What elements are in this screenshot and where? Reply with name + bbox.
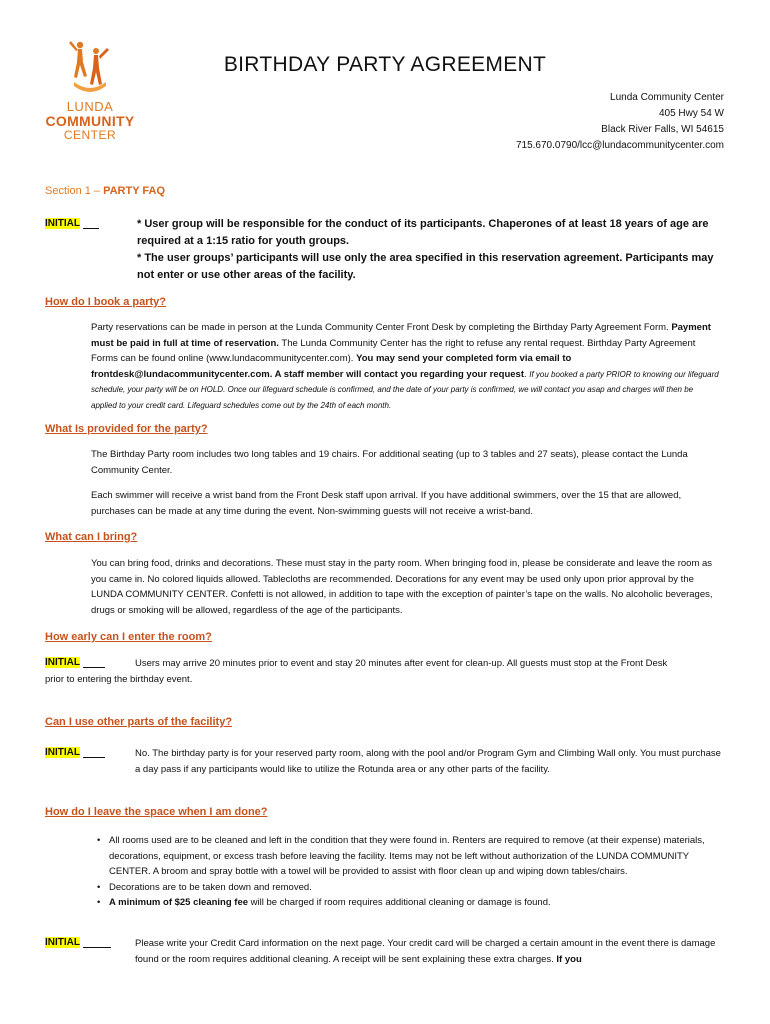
initial-field-4[interactable]: [45, 936, 111, 948]
faq-answer-facility: No. The birthday party is for your reserved party room, along with the pool and/or Program Gym and Climbing Wall only. You must purchase a day pass if any participants would like to utilize the Rotunda area or any other parts of the facility.: [135, 748, 721, 775]
faq-question-provided: What Is provided for the party?: [45, 423, 208, 435]
faq-question-book: How do I book a party?: [45, 296, 167, 308]
faq-question-leave: How do I leave the space when I am done?: [45, 806, 268, 818]
section-heading: [45, 185, 165, 197]
answer-italic-note: If you booked a party PRIOR to knowing our lifeguard schedule, your party will be on HOLD. Once our lifeguard schedule is confirmed, and the date of your party is confirmed, we will contact you asap and charges will then be applied to your credit card. Lifeguard schedules come out by the 24th of each month.: [91, 369, 719, 410]
answer-text: .: [523, 368, 530, 380]
initial-field-1[interactable]: [45, 217, 99, 229]
address-city: Black River Falls, WI 54615: [601, 124, 724, 135]
list-item: [101, 895, 731, 911]
cleaning-fee-bold: A minimum of $25 cleaning fee: [109, 897, 249, 908]
list-item: • Decorations are to be taken down and removed.: [101, 880, 731, 896]
faq-answer-bring: You can bring food, drinks and decorations. These must stay in the party room. When bringing food in, please be considerate and leave the room as you came in. No colored liquids allowed. Tablecloths are recommended. Decorations for any event may be used only upon prior approval by the LUNDA COMMUNITY CENTER. Confetti is not allowed, in addition to tape with the exception of painter’s tape on the walls. No alcoholic beverages, drugs or smoking will be allowed, regardless of the age of the participants.: [91, 558, 713, 616]
faq-answer-provided-2: Each swimmer will receive a wrist band from the Front Desk staff upon arrival. If you have additional swimmers, over the 15 that are allowed, purchases can be made at any time during the event. Non-swimming guests will not receive a wrist-band.: [91, 490, 682, 517]
faq-answer-provided-1: The Birthday Party room includes two long tables and 19 chairs. For additional seating (up to 3 tables and 27 seats), please contact the Lunda Community Center.: [91, 449, 688, 476]
faq-answer-early-line1: Users may arrive 20 minutes prior to event and stay 20 minutes after event for clean-up. All guests must stop at the Front Desk: [135, 658, 668, 669]
address-street: 405 Hwy 54 W: [658, 108, 724, 119]
list-item: • All rooms used are to be cleaned and left in the condition that they were found in. Renters are required to remove (at their expense) materials, decorations, equipment, or excess trash before leaving the facility. Items may not be left without authorization of the LUNDA COMMUNITY CENTER. A broom and spray bottle with a towel will be provided to assist with floor clean up and wiping down tables/chairs.: [101, 833, 731, 880]
initial-label: INITIAL: [45, 218, 80, 229]
initial-line[interactable]: [83, 746, 105, 758]
intro-rule-2: * The user groups’ participants will use only the area specified in this reservation agreement. Participants may not enter or use other areas of the facility.: [137, 252, 714, 281]
initial-label: INITIAL: [45, 747, 80, 758]
address-contact: 715.670.0790/lcc@lundacommunitycenter.com: [515, 140, 724, 151]
section-prefix: Section 1 –: [45, 185, 104, 197]
address-name: Lunda Community Center: [610, 92, 724, 103]
faq-answer-early-line2: prior to entering the birthday event.: [45, 674, 193, 685]
logo-text-center: CENTER: [63, 128, 117, 142]
leave-rules-list: [91, 833, 731, 911]
answer-text: The Lunda Community Center has the right to refuse any rental request. Birthday Party Agreement Forms can be found online (www.lundacommunitycenter.com).: [91, 337, 696, 364]
faq-question-bring: What can I bring?: [45, 531, 138, 543]
section-name: PARTY FAQ: [103, 185, 166, 197]
logo-text-community: COMMUNITY: [45, 113, 135, 129]
faq-answer-credit-card: [135, 936, 721, 967]
faq-question-facility: Can I use other parts of the facility?: [45, 716, 233, 728]
document-title: BIRTHDAY PARTY AGREEMENT: [223, 53, 547, 76]
intro-rules: [137, 216, 727, 284]
answer-bold: Payment must be paid in full at time of reservation.: [91, 322, 711, 349]
address-block: [516, 90, 724, 154]
credit-card-text: Please write your Credit Card information on the next page. Your credit card will be charged a certain amount in the event there is damage found or the room requires additional cleaning. A receipt will be sent explaining these extra charges.: [135, 938, 716, 965]
initial-line[interactable]: [83, 217, 99, 229]
initial-line[interactable]: [83, 936, 111, 948]
credit-card-bold: If you: [556, 953, 582, 965]
logo-text-lunda: LUNDA: [66, 99, 114, 114]
intro-rule-1: * User group will be responsible for the conduct of its participants. Chaperones of at least 18 years of age are required at a 1:15 ratio for youth groups.: [137, 218, 709, 247]
initial-field-3[interactable]: [45, 746, 105, 758]
initial-line[interactable]: [83, 656, 105, 668]
answer-bold: You may send your completed form via email to frontdesk@lundacommunitycenter.com. A staff member will contact you regarding your request: [91, 353, 572, 380]
initial-field-2[interactable]: [45, 656, 105, 668]
faq-answer-book: [91, 320, 721, 413]
cleaning-fee-text: will be charged if room requires additional cleaning or damage is found.: [248, 897, 551, 908]
initial-label: INITIAL: [45, 937, 80, 948]
initial-label: INITIAL: [45, 657, 80, 668]
answer-text: Party reservations can be made in person at the Lunda Community Center Front Desk by completing the Birthday Party Agreement Form.: [91, 322, 672, 333]
faq-question-early: How early can I enter the room?: [45, 631, 212, 643]
